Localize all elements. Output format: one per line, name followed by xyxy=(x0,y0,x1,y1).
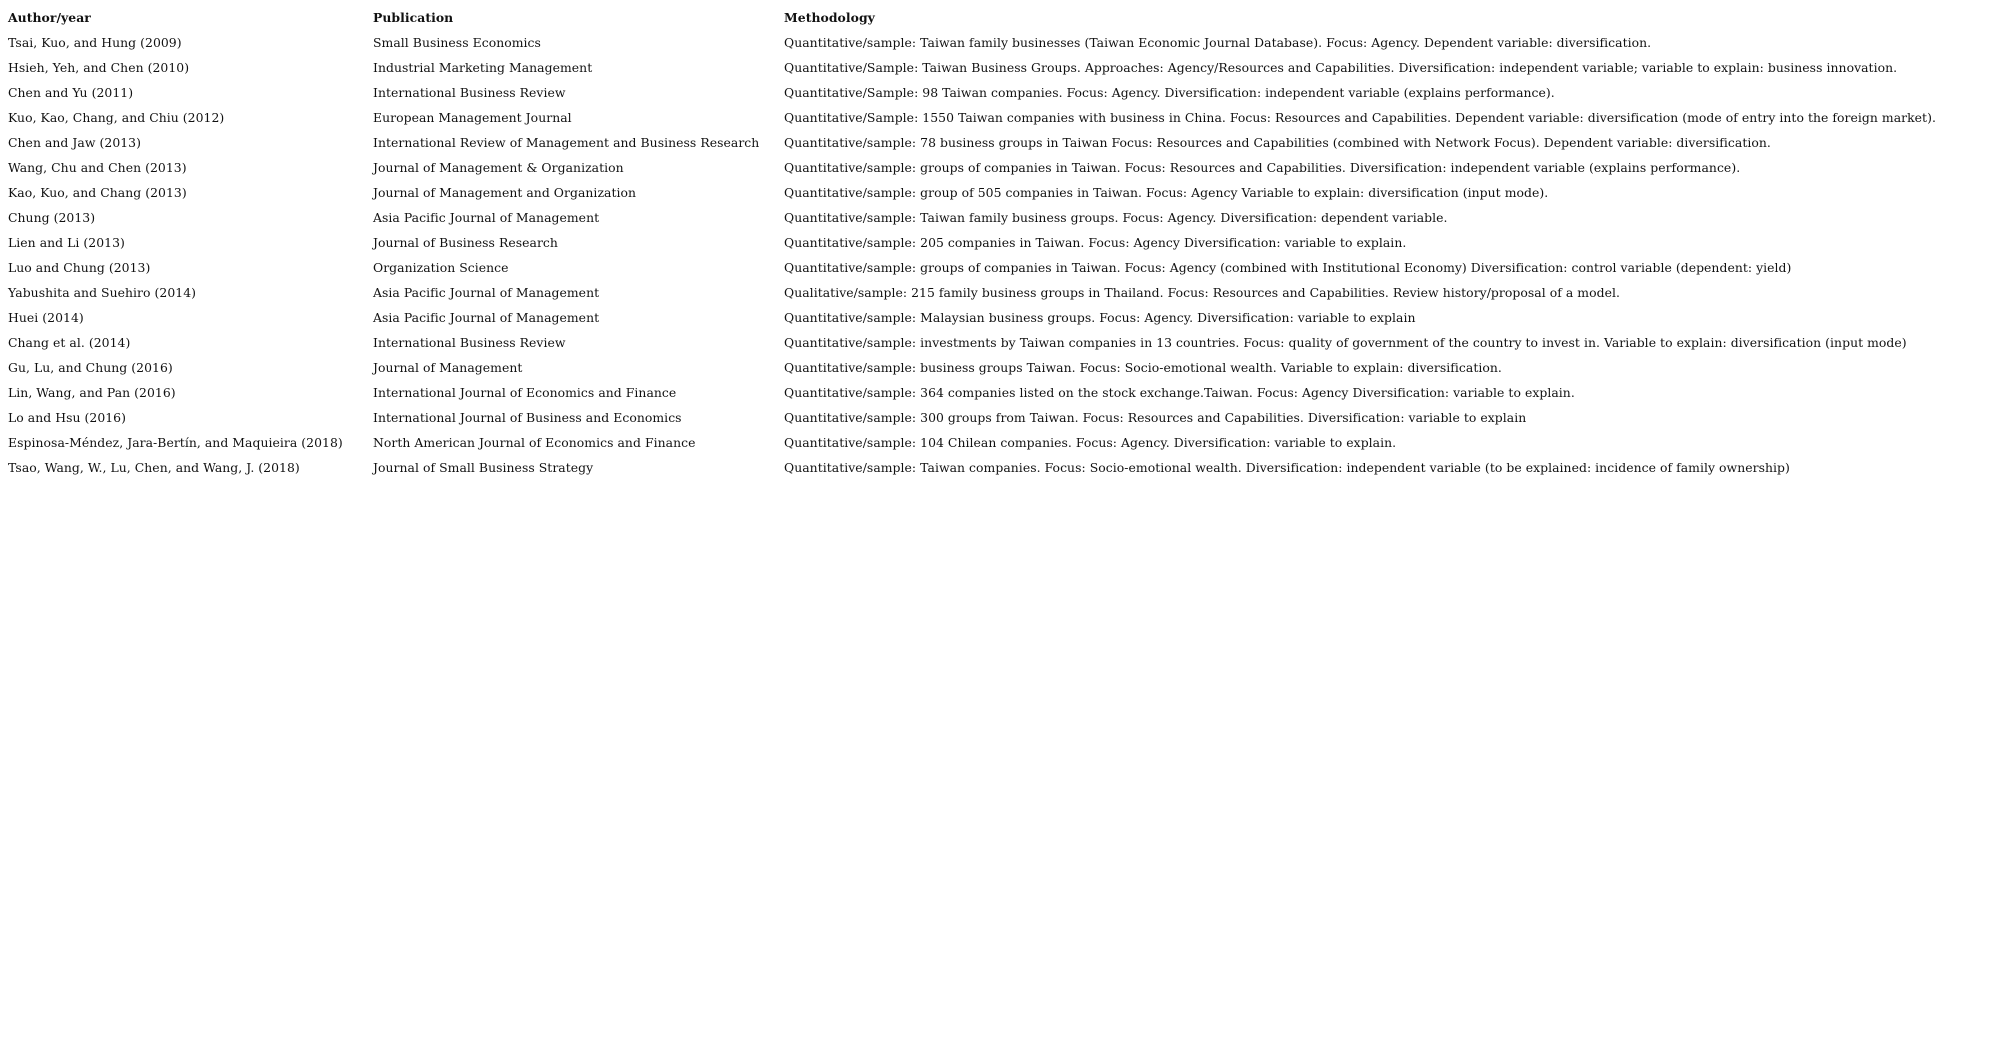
cell-author-year: Gu, Lu, and Chung (2016) xyxy=(8,360,173,375)
cell-author-year: Lin, Wang, and Pan (2016) xyxy=(8,385,176,400)
cell-methodology: Quantitative/sample: 205 companies in Taiwan. Focus: Agency Diversification: variable to explain. xyxy=(784,235,1407,250)
cell-methodology: Quantitative/sample: 104 Chilean companies. Focus: Agency. Diversification: variable to explain. xyxy=(784,435,1397,450)
cell-author-year: Huei (2014) xyxy=(8,310,84,325)
table-row xyxy=(8,30,1936,55)
cell-publication: Journal of Management and Organization xyxy=(373,185,637,200)
cell-publication: Journal of Small Business Strategy xyxy=(373,460,594,475)
cell-author-year: Lo and Hsu (2016) xyxy=(8,410,126,425)
cell-author-year: Chang et al. (2014) xyxy=(8,335,131,350)
cell-author-year: Kao, Kuo, and Chang (2013) xyxy=(8,185,187,200)
cell-publication: Journal of Management & Organization xyxy=(373,160,624,175)
table-row xyxy=(8,230,1936,255)
cell-methodology: Quantitative/sample: investments by Taiwan companies in 13 countries. Focus: quality of government of the country to invest in. Variable to explain: diversification (input mode) xyxy=(784,335,1907,350)
cell-author-year: Wang, Chu and Chen (2013) xyxy=(8,160,187,175)
cell-methodology: Quantitative/sample: group of 505 companies in Taiwan. Focus: Agency Variable to explain: diversification (input mode). xyxy=(784,185,1549,200)
cell-author-year: Hsieh, Yeh, and Chen (2010) xyxy=(8,60,190,75)
cell-author-year: Chung (2013) xyxy=(8,210,96,225)
cell-author-year: Chen and Jaw (2013) xyxy=(8,135,141,150)
header-publication: Publication xyxy=(373,10,454,25)
cell-author-year: Kuo, Kao, Chang, and Chiu (2012) xyxy=(8,110,225,125)
cell-author-year: Tsao, Wang, W., Lu, Chen, and Wang, J. (2018) xyxy=(8,460,300,475)
cell-author-year: Espinosa-Méndez, Jara-Bertín, and Maquieira (2018) xyxy=(8,435,343,450)
table-row xyxy=(8,80,1936,105)
cell-methodology: Quantitative/Sample: Taiwan Business Groups. Approaches: Agency/Resources and Capabilities. Diversification: independent variable; variable to explain: business innovation. xyxy=(784,60,1898,75)
table-header-row xyxy=(8,5,1936,30)
cell-methodology: Quantitative/Sample: 98 Taiwan companies. Focus: Agency. Diversification: independent variable (explains performance). xyxy=(784,85,1555,100)
cell-methodology: Quantitative/sample: 300 groups from Taiwan. Focus: Resources and Capabilities. Diversification: variable to explain xyxy=(784,410,1527,425)
cell-publication: Journal of Business Research xyxy=(373,235,558,250)
cell-publication: Journal of Management xyxy=(373,360,523,375)
header-author-year: Author/year xyxy=(8,10,91,25)
cell-publication: International Journal of Economics and Finance xyxy=(373,385,677,400)
table-row xyxy=(8,180,1936,205)
cell-methodology: Quantitative/sample: 364 companies listed on the stock exchange.Taiwan. Focus: Agency Diversification: variable to explain. xyxy=(784,385,1575,400)
table-row xyxy=(8,405,1936,430)
cell-methodology: Quantitative/sample: Taiwan companies. Focus: Socio-emotional wealth. Diversification: independent variable (to be explained: incidence of family ownership) xyxy=(784,460,1790,475)
table-row xyxy=(8,305,1936,330)
table-row xyxy=(8,105,1936,130)
cell-publication: European Management Journal xyxy=(373,110,572,125)
cell-publication: Asia Pacific Journal of Management xyxy=(373,210,600,225)
table-row xyxy=(8,355,1936,380)
cell-methodology: Quantitative/sample: 78 business groups in Taiwan Focus: Resources and Capabilities (combined with Network Focus). Dependent variable: diversification. xyxy=(784,135,1771,150)
literature-review-table xyxy=(8,5,1936,480)
table-row xyxy=(8,155,1936,180)
cell-publication: North American Journal of Economics and Finance xyxy=(373,435,696,450)
table-row xyxy=(8,430,1936,455)
cell-methodology: Quantitative/sample: Malaysian business groups. Focus: Agency. Diversification: variable to explain xyxy=(784,310,1416,325)
cell-publication: International Business Review xyxy=(373,335,566,350)
cell-publication: Asia Pacific Journal of Management xyxy=(373,285,600,300)
table-row xyxy=(8,280,1936,305)
cell-publication: Small Business Economics xyxy=(373,35,541,50)
table-row xyxy=(8,380,1936,405)
cell-author-year: Chen and Yu (2011) xyxy=(8,85,134,100)
table-row xyxy=(8,55,1936,80)
cell-methodology: Qualitative/sample: 215 family business groups in Thailand. Focus: Resources and Capabilities. Review history/proposal of a model. xyxy=(784,285,1620,300)
table-row xyxy=(8,205,1936,230)
cell-publication: International Review of Management and Business Research xyxy=(373,135,760,150)
cell-methodology: Quantitative/sample: Taiwan family business groups. Focus: Agency. Diversification: dependent variable. xyxy=(784,210,1448,225)
table-body xyxy=(8,30,1936,480)
cell-author-year: Luo and Chung (2013) xyxy=(8,260,151,275)
cell-publication: International Business Review xyxy=(373,85,566,100)
table-row xyxy=(8,255,1936,280)
cell-methodology: Quantitative/sample: groups of companies in Taiwan. Focus: Agency (combined with Institutional Economy) Diversification: control variable (dependent: yield) xyxy=(784,260,1792,275)
cell-publication: Industrial Marketing Management xyxy=(373,60,593,75)
cell-methodology: Quantitative/sample: Taiwan family businesses (Taiwan Economic Journal Database). Focus: Agency. Dependent variable: diversification. xyxy=(784,35,1652,50)
cell-publication: Organization Science xyxy=(373,260,509,275)
table-row xyxy=(8,330,1936,355)
cell-author-year: Yabushita and Suehiro (2014) xyxy=(8,285,197,300)
table-row xyxy=(8,455,1936,480)
cell-methodology: Quantitative/Sample: 1550 Taiwan companies with business in China. Focus: Resources and Capabilities. Dependent variable: diversification (mode of entry into the foreign market). xyxy=(784,110,1936,125)
cell-author-year: Tsai, Kuo, and Hung (2009) xyxy=(8,35,182,50)
cell-publication: International Journal of Business and Economics xyxy=(373,410,682,425)
table-row xyxy=(8,130,1936,155)
cell-methodology: Quantitative/sample: groups of companies in Taiwan. Focus: Resources and Capabilities. Diversification: independent variable (explains performance). xyxy=(784,160,1741,175)
cell-author-year: Lien and Li (2013) xyxy=(8,235,125,250)
cell-publication: Asia Pacific Journal of Management xyxy=(373,310,600,325)
header-methodology: Methodology xyxy=(784,10,875,25)
cell-methodology: Quantitative/sample: business groups Taiwan. Focus: Socio-emotional wealth. Variable to explain: diversification. xyxy=(784,360,1502,375)
